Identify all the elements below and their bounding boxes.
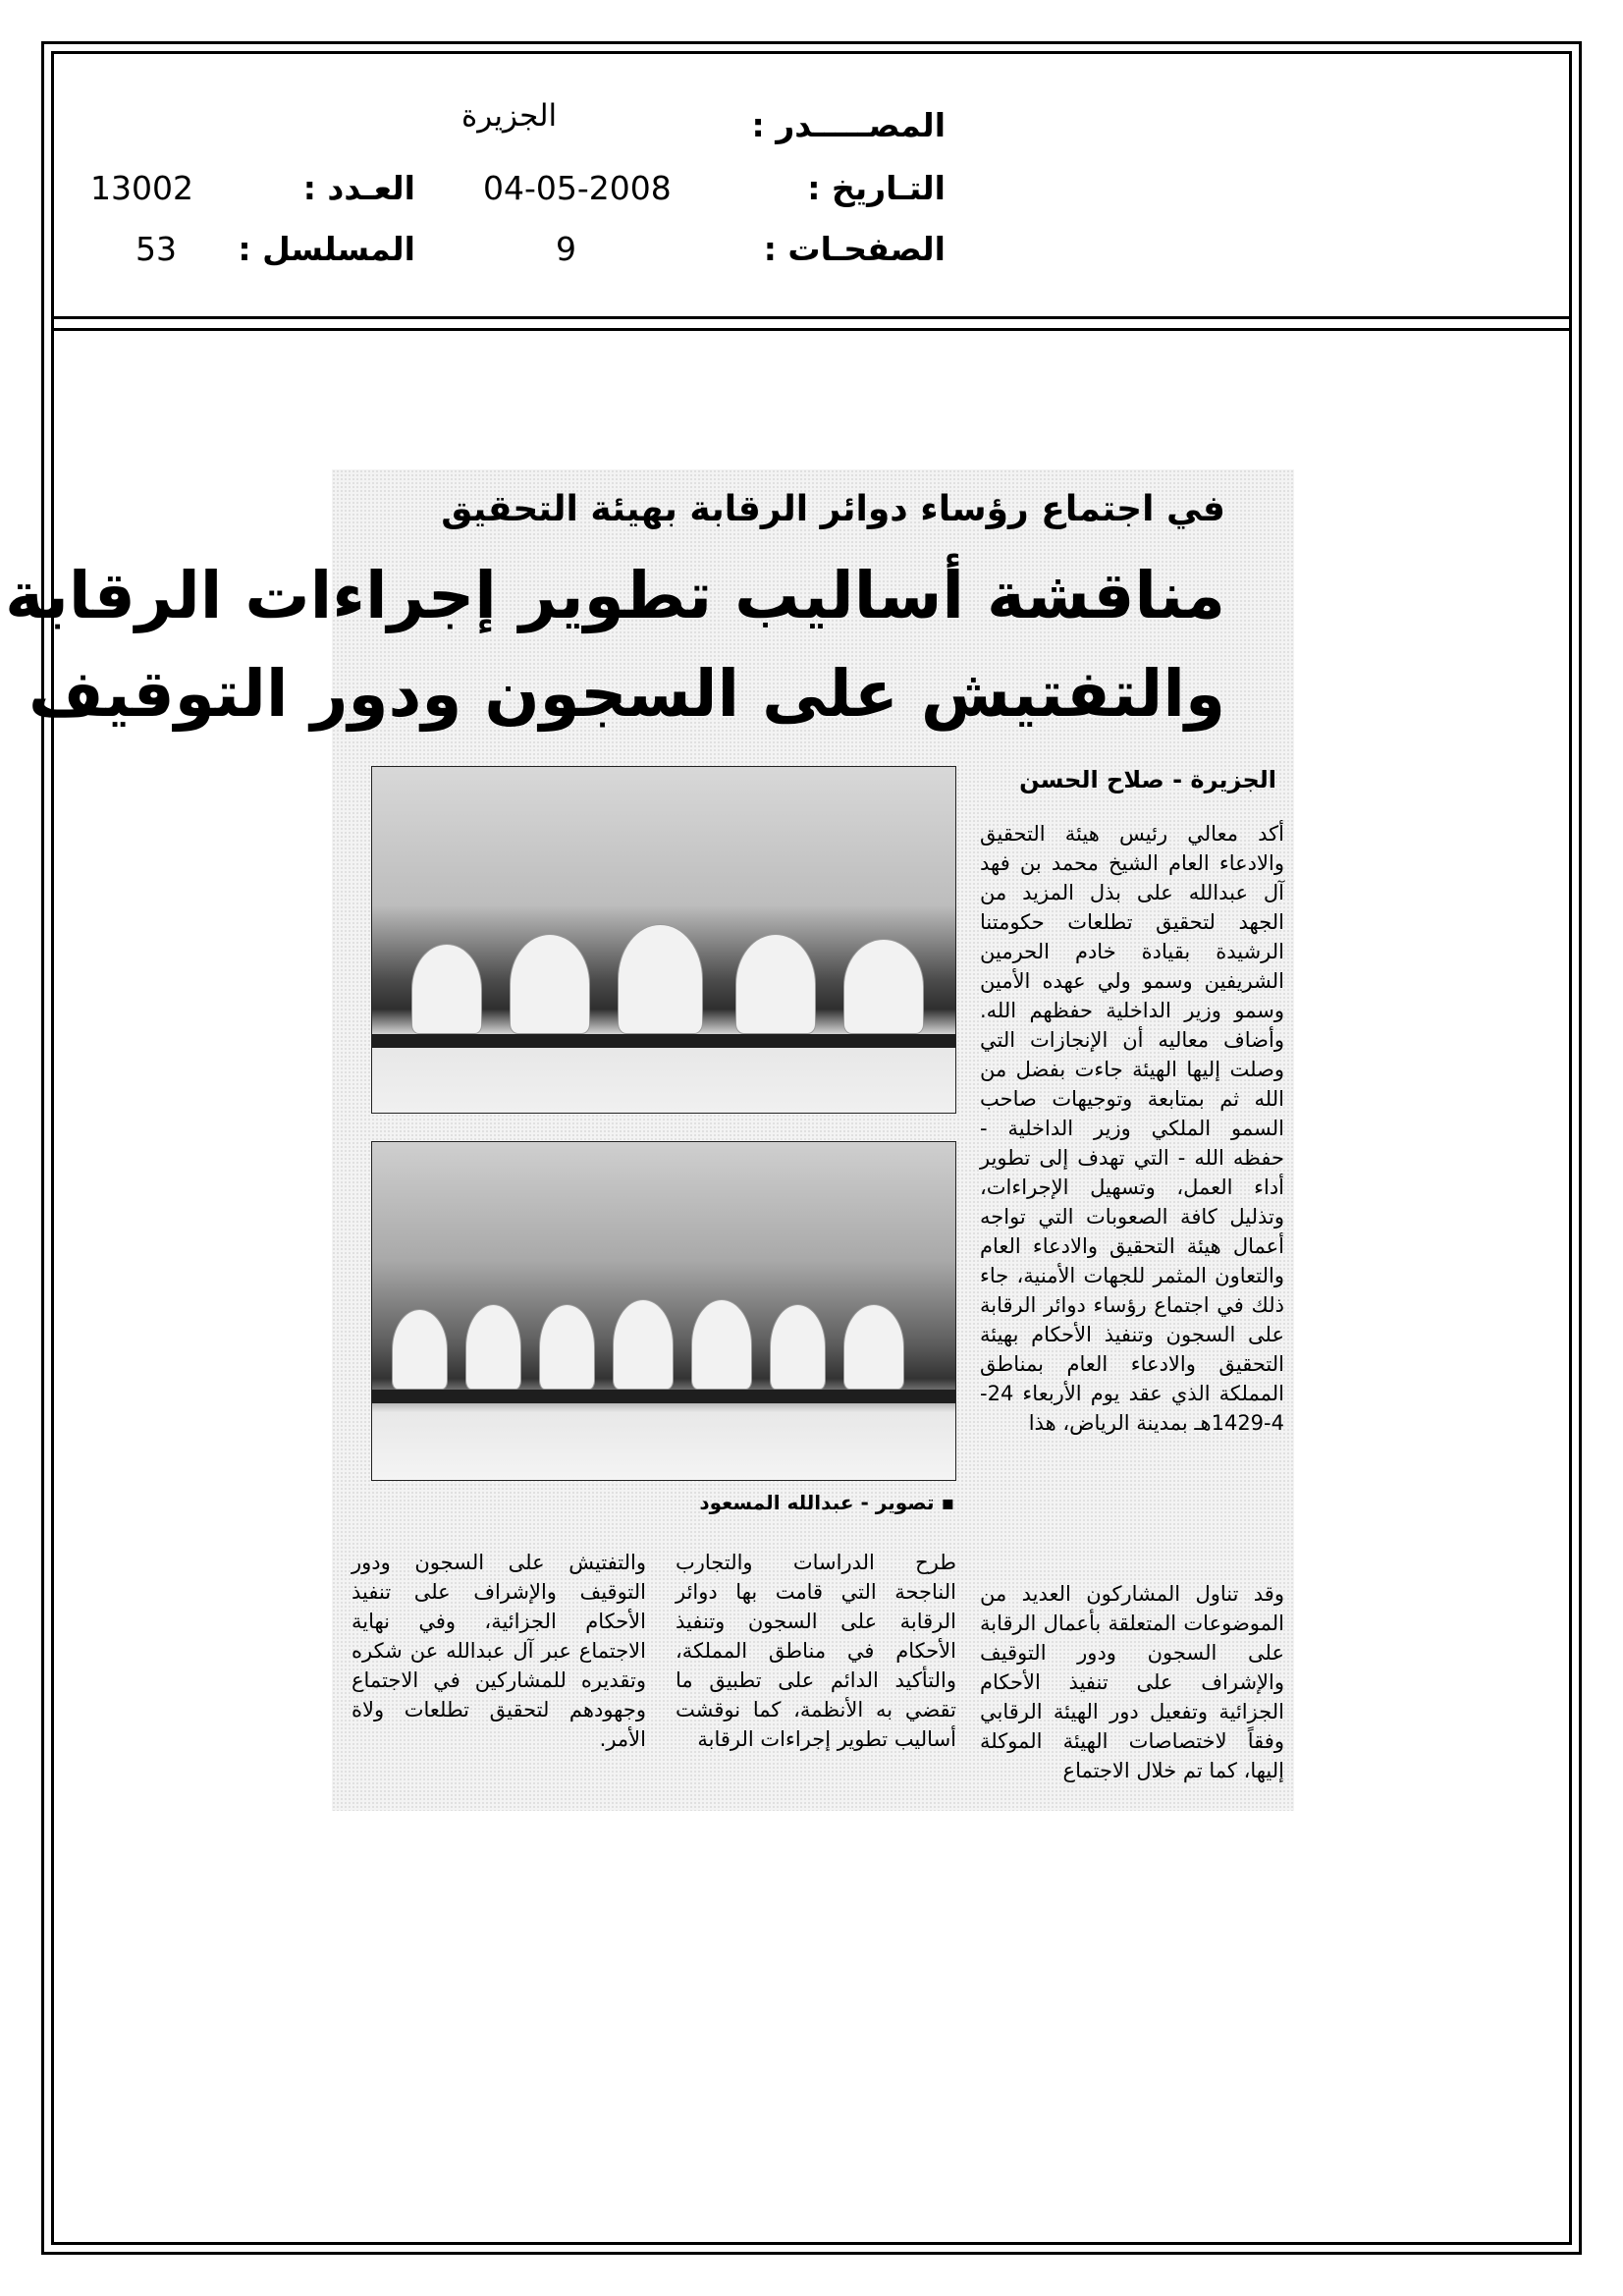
- issue-value: 13002: [90, 169, 193, 207]
- article-kicker: في اجتماع رؤساء دوائر الرقابة بهيئة التحقيق: [441, 489, 1225, 529]
- newspaper-clipping: [5, 469, 1294, 1811]
- issue-label: العـدد :: [302, 169, 415, 207]
- meeting-photo-top: [371, 766, 956, 1114]
- date-label: التـاريخ :: [807, 169, 946, 207]
- pages-value: 9: [556, 230, 576, 268]
- article-column-right-bottom: وقد تناول المشاركون العديد من الموضوعات المتعلقة بأعمال الرقابة على السجون ودور التوقيف والإشراف على تنفيذ الأحكام الجزائية وتفعيل دور الهيئة الرقابي وفقاً لاختصاصات الهيئة الموكلة إليها، كما تم خلال الاجتماع: [980, 1582, 1284, 1782]
- photo-caption: ▪ تصوير - عبدالله المسعود: [699, 1491, 954, 1514]
- header-divider: [51, 316, 1572, 319]
- source-value: الجزيرة: [461, 98, 558, 134]
- article-byline: الجزيرة - صلاح الحسن: [1019, 766, 1276, 793]
- meeting-photo-bottom: [371, 1141, 956, 1481]
- serial-label: المسلسل :: [238, 230, 415, 268]
- article-column-left: والتفتيش على السجون ودور التوقيف والإشراف على تنفيذ الأحكام الجزائية، وفي نهاية الاجتماع عبر آل عبدالله عن شكره وتقديره للمشاركين في الاجتماع وجهودهم لتحقيق تطلعات ولاة الأمر.: [352, 1551, 646, 1751]
- article-column-right: أكد معالي رئيس هيئة التحقيق والادعاء العام الشيخ محمد بن فهد آل عبدالله على بذل المزيد من الجهد لتحقيق تطلعات حكومتنا الرشيدة بقيادة خادم الحرمين الشريفين وسمو ولي عهده الأمين وسمو وزير الداخلية حفظهم الله. وأضاف معاليه أن الإنجازات التي وصلت إليها الهيئة جاءت بفضل من الله ثم بمتابعة وتوجيهات صاحب السمو الملكي وزير الداخلية - حفظه الله - التي تهدف إلى تطوير أداء العمل، وتسهيل الإجراءات، وتذليل كافة الصعوبات التي تواجه أعمال هيئة التحقيق والادعاء العام والتعاون المثمر للجهات الأمنية، جاء ذلك في اجتماع رؤساء دوائر الرقابة على السجون وتنفيذ الأحكام بهيئة التحقيق والادعاء العام بمناطق المملكة الذي عقد يوم الأربعاء 24-4-1429هـ بمدينة الرياض، هذا: [980, 822, 1284, 1435]
- source-label: المصـــــدر :: [751, 106, 946, 144]
- article-headline-line1: مناقشة أساليب تطوير إجراءات الرقابة: [5, 558, 1225, 633]
- pages-label: الصفحـات :: [763, 230, 946, 268]
- date-value: 04-05-2008: [483, 169, 672, 207]
- header-divider-second: [51, 328, 1572, 331]
- serial-value: 53: [135, 230, 177, 268]
- article-column-middle: طرح الدراسات والتجارب الناجحة التي قامت بها دوائر الرقابة على السجون وتنفيذ الأحكام في مناطق المملكة، والتأكيد الدائم على تطبيق ما تقضي به الأنظمة، كما نوقشت أساليب تطوير إجراءات الرقابة: [676, 1551, 956, 1751]
- article-headline-line2: والتفتيش على السجون ودور التوقيف: [27, 656, 1225, 732]
